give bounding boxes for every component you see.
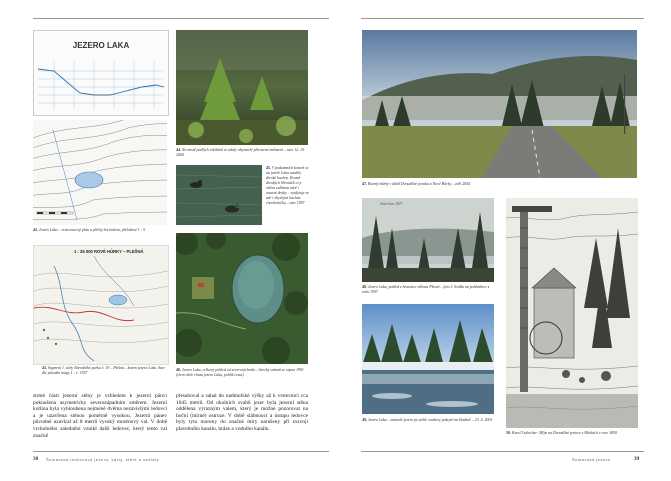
fig43-map-title: 1 : 25 000 ROVÉ HŮRKY – PLEŠNÁ: [74, 249, 144, 254]
fig49-caption: [362, 418, 494, 423]
fig42-caption-number: 42.: [33, 228, 38, 232]
running-head-left: Šumavská ledovcová jezera, karty, stěrě a sedlaty: [46, 457, 160, 462]
fig45-caption-text: V podzimních kotech se na jezeře Laka usadily divoké kachny. Kromě divokých hřivnáčů a ty občas zalétnou také i ostatní druhy – vyskytuje se zde i obyčejná kachna chocholačka – stav 1997: [266, 166, 310, 205]
page-number-left: 38: [33, 456, 39, 462]
body-text-column-1: strmé části jezerní stěny je vzhledem k jezerní pánvi pokoušena asymetricky severozápadním směrem. Jezerní kotlina byla vyhloubena nejméně dvěma nezávislými ledovci a je uzavřena stěnou poměrně vysokou. Jezerní pánev původně uzavíral až 8 metrů vysoký morénový val. V době vrcholného zalednění vznikl další ledovec, který tento val značně: [33, 393, 167, 439]
bottom-rule-right: [361, 451, 644, 452]
fig50-engraving: [506, 198, 638, 428]
page-number-right: 39: [634, 456, 640, 462]
fig48-caption-text: Jezero Laka, pohled z hrannice obloun Plesné – foto J. Seidla na pohlednice z roku 1907: [362, 285, 490, 294]
fig47-caption-number: 47.: [362, 182, 367, 186]
fig45-ducks-photo: [176, 165, 262, 225]
fig49-caption-text: Jezero Laka – zamrzlé jezero po stihle soubory pokryté na hladině – 23. 4. 2003: [367, 418, 493, 422]
fig43-caption-number: 43.: [42, 366, 47, 370]
fig45-caption-number: 45.: [266, 166, 271, 170]
fig47-caption: [362, 182, 637, 187]
fig50-caption: [506, 431, 641, 436]
fig47-caption-text: Rozmý mlžný v údolí Dvoudílné potoka u Nové Hůrky – září 2004: [367, 182, 470, 186]
fig44-spruce-photo: [176, 30, 308, 145]
fig43-topo-map: [33, 245, 169, 365]
right-page: [336, 0, 671, 481]
top-rule: [33, 18, 329, 19]
fig44-caption-text: Na místě padlých velikánů se udaly obyvatelé přirozené zmlazení – stav 12. 10. 2004: [176, 148, 305, 157]
fig47-valley-road-photo: [362, 30, 637, 178]
fig42-cross-section: [33, 30, 169, 116]
fig49-frozen-lake-photo: [362, 304, 494, 414]
fig42-caption-text: Jezero Laka – vrstevnicový plán a příčný řez kotlem, přeložené 1 : 5: [38, 228, 145, 232]
fig42-contour-map: [33, 120, 167, 225]
fig48-caption: [362, 285, 494, 295]
fig44-caption-number: 44.: [176, 148, 181, 152]
fig46-caption: [176, 368, 308, 378]
bottom-rule: [33, 451, 329, 452]
fig50-caption-number: 50.: [506, 431, 511, 435]
fig43-caption-text: Segment 1. sítěy Národního parku č. 19 – Plešná – kotem jezera Laka. Stav dle původní mapy 1 : 1. 1957: [42, 366, 165, 375]
body-text-column-2: přesahoval a sahal do nadmořské výšky až k vrstevnici cca 1045 metrů. Od okolních svahů jezer byla jezerní stěna oddělena výrazným valem, který je možné pozorovat na boční (mírné) ostruze. V době slábnoucí a ústupu ledovce byly tyto moreny do značné míry narušeny při rozvoji plavebního kanálu, hráze a vodního kanálu.: [176, 393, 308, 432]
fig44-caption: [176, 148, 308, 158]
fig46-caption-number: 46.: [176, 368, 181, 372]
fig45-caption: [266, 166, 310, 206]
fig42-caption: [33, 228, 167, 233]
fig46-caption-text: Jezero Laka, celkový pohled od severovýchodu – letecký snímek ze srpna 1991 (vlevo dole chata jezero Laka, poblíž cesta): [176, 368, 304, 377]
fig49-caption-number: 49.: [362, 418, 367, 422]
fig48-historic-photo: [362, 198, 494, 282]
fig50-caption-text: Karel Liebscher: Mlýn na Dvoudílné potoce v Hůrkách v roce 1850: [511, 431, 618, 435]
fig42-title: JEZERO LAKA: [72, 41, 130, 50]
fig46-aerial-photo: [176, 233, 308, 364]
running-head-right: Šumavská jezera: [572, 457, 611, 462]
fig48-caption-number: 48.: [362, 285, 367, 289]
fig48-photo-label: Ansichten 1907: [380, 202, 403, 206]
top-rule-right: [361, 18, 644, 19]
fig43-caption: [42, 366, 167, 376]
